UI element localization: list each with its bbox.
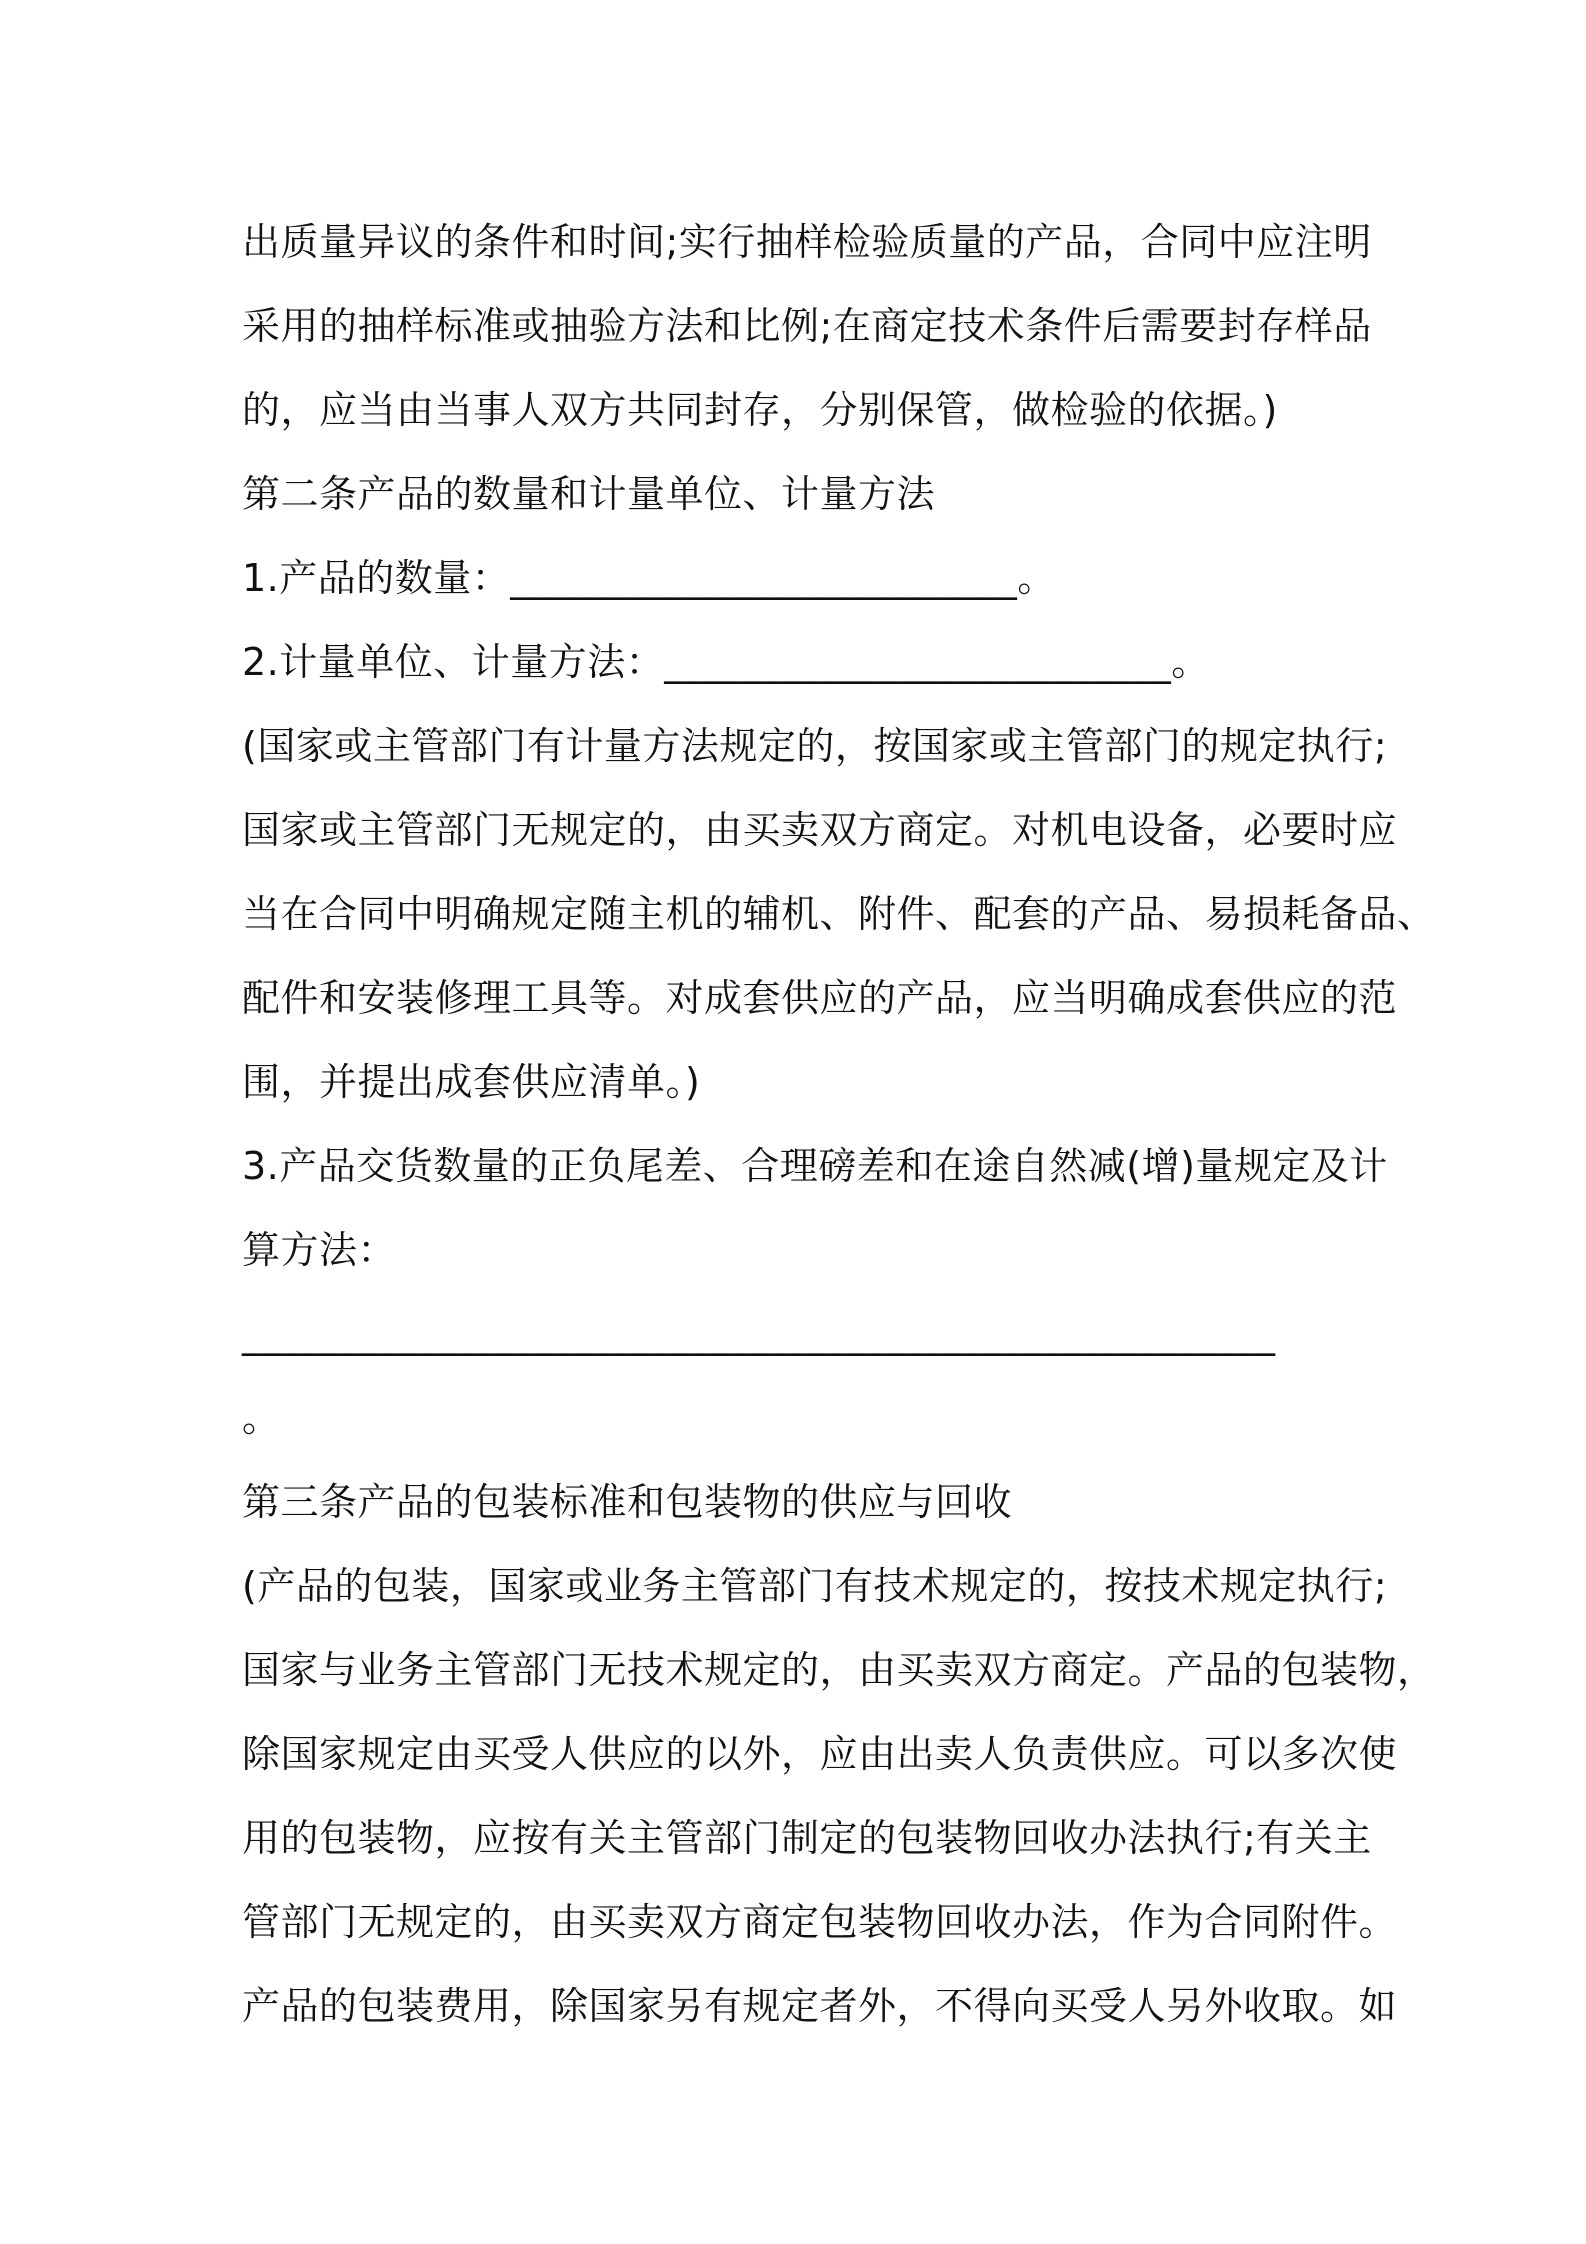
text-line: 除国家规定由买受人供应的以外，应由出卖人负责供应。可以多次使 (242, 1732, 1398, 1776)
text-line: (国家或主管部门有计量方法规定的，按国家或主管部门的规定执行; (242, 724, 1388, 768)
text-line: 国家与业务主管部门无技术规定的，由买卖双方商定。产品的包装物， (242, 1648, 1436, 1692)
text-line: 产品的包装费用，除国家另有规定者外，不得向买受人另外收取。如 (242, 1984, 1398, 2028)
fill-in-blank-line: _____________________________________________________ (242, 1312, 1276, 1356)
text-line: 当在合同中明确规定随主机的辅机、附件、配套的产品、易损耗备品、 (242, 892, 1436, 936)
text-line: 管部门无规定的，由买卖双方商定包装物回收办法，作为合同附件。 (242, 1900, 1398, 1944)
text-line: 用的包装物，应按有关主管部门制定的包装物回收办法执行;有关主 (242, 1816, 1372, 1860)
text-line: 采用的抽样标准或抽验方法和比例;在商定技术条件后需要封存样品 (242, 304, 1372, 348)
text-line: (产品的包装，国家或业务主管部门有技术规定的，按技术规定执行; (242, 1564, 1388, 1608)
text-line: 3.产品交货数量的正负尾差、合理磅差和在途自然减(增)量规定及计 (242, 1144, 1388, 1188)
text-line: 出质量异议的条件和时间;实行抽样检验质量的产品，合同中应注明 (242, 220, 1372, 264)
fill-in-line-unit: 2.计量单位、计量方法：__________________________。 (242, 640, 1210, 684)
text-line: 。 (242, 1396, 281, 1440)
document-page (242, 200, 1436, 2048)
text-line: 的，应当由当事人双方共同封存，分别保管，做检验的依据。) (242, 388, 1278, 432)
text-line: 国家或主管部门无规定的，由买卖双方商定。对机电设备，必要时应 (242, 808, 1398, 852)
fill-in-line-quantity: 1.产品的数量：__________________________。 (242, 556, 1056, 600)
text-line: 算方法： (242, 1228, 397, 1272)
section-heading: 第三条产品的包装标准和包装物的供应与回收 (242, 1480, 1013, 1524)
section-heading: 第二条产品的数量和计量单位、计量方法 (242, 472, 936, 516)
text-line: 配件和安装修理工具等。对成套供应的产品，应当明确成套供应的范 (242, 976, 1398, 1020)
text-line: 围，并提出成套供应清单。) (242, 1060, 701, 1104)
